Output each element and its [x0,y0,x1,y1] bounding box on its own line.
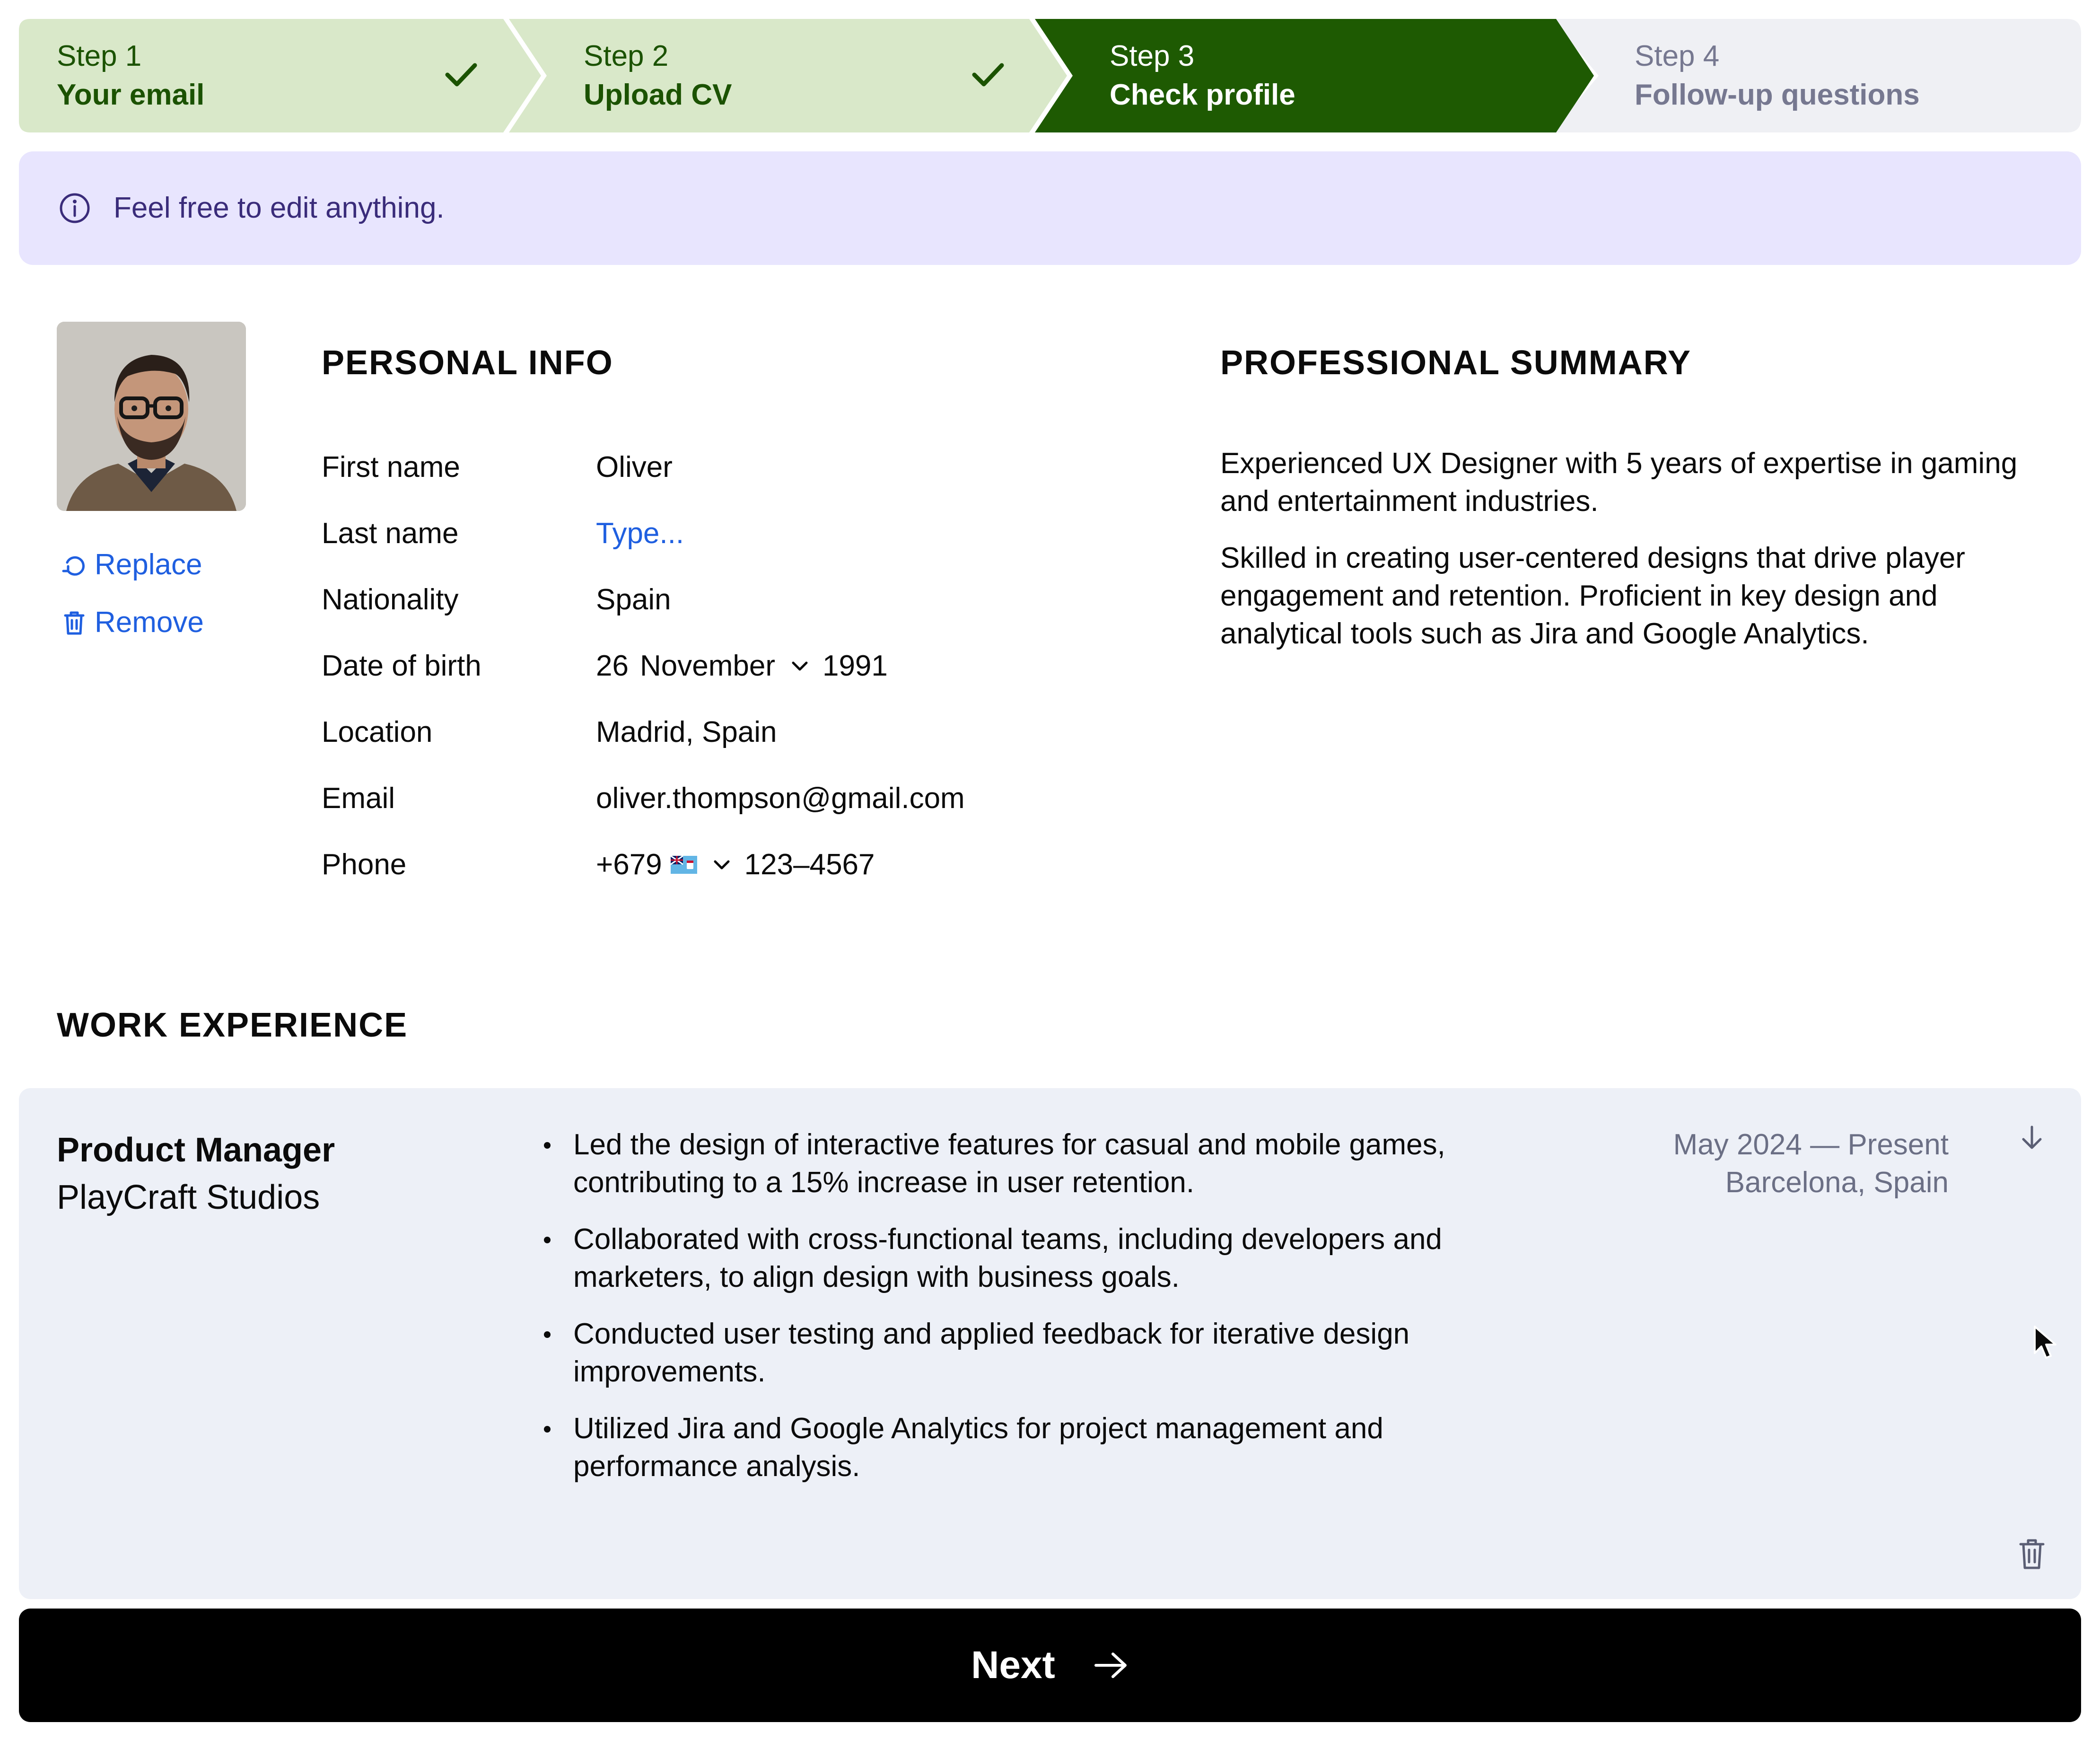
step-2-title: Upload CV [584,79,732,111]
replace-photo-button[interactable] [61,548,202,581]
dob-month-select[interactable] [640,647,775,685]
profile-photo [57,322,246,511]
phone-field [596,846,875,884]
step-1-number: Step 1 [57,40,142,72]
job-location[interactable]: Barcelona, Spain [1725,1166,1949,1199]
info-banner [19,151,2081,265]
check-icon [445,61,478,89]
email-value: oliver.thompson@gmail.com [596,782,965,815]
job-title[interactable]: Product Manager [57,1131,335,1169]
nationality-label: Nationality [322,583,459,616]
last-name-field[interactable] [596,515,684,553]
summary-paragraph[interactable]: Experienced UX Designer with 5 years of expertise in gaming and entertainment industries. [1220,447,2018,518]
location-value: Madrid, Spain [596,716,777,748]
step-3-number: Step 3 [1110,40,1195,72]
job-card [19,1088,2081,1599]
next-label: Next [971,1644,1055,1687]
phone-label: Phone [322,848,407,881]
phone-number[interactable]: 123–4567 [744,848,875,881]
progress-stepper [19,19,2081,132]
check-icon [971,61,1005,89]
trash-icon[interactable] [2018,1538,2046,1571]
next-button[interactable] [19,1609,2081,1722]
dob-year[interactable]: 1991 [822,650,888,682]
step-1-title: Your email [57,79,205,111]
first-name-value: Oliver [596,451,673,484]
job-bullets [573,1126,1472,1504]
nationality-value: Spain [596,583,671,616]
arrow-right-icon [1093,1650,1129,1680]
step-4-title: Follow-up questions [1635,79,1920,111]
work-experience-heading: WORK EXPERIENCE [57,1006,408,1044]
job-bullet[interactable]: Led the design of interactive features for casual and mobile games, contributing to a 15% increase in user retention. [573,1126,1472,1202]
step-3[interactable] [1110,37,1295,114]
personal-info-heading: PERSONAL INFO [322,344,613,382]
mouse-cursor-icon [2032,1325,2060,1363]
trash-icon [61,610,87,635]
dob-label: Date of birth [322,650,481,682]
step-4-number: Step 4 [1635,40,1720,72]
refresh-icon [61,552,87,578]
info-icon [59,192,91,224]
job-bullet[interactable]: Utilized Jira and Google Analytics for project management and performance analysis. [573,1410,1472,1486]
nationality-field[interactable] [596,581,671,619]
avatar[interactable] [57,322,246,511]
job-bullet[interactable]: Conducted user testing and applied feedback for iterative design improvements. [573,1315,1472,1391]
last-name-label: Last name [322,517,459,550]
step-3-title: Check profile [1110,79,1295,111]
chevron-down-icon[interactable] [712,858,731,872]
step-2[interactable] [584,37,732,114]
job-dates[interactable]: May 2024 — Present [1673,1128,1949,1161]
first-name-field[interactable] [596,448,673,486]
chevron-down-icon[interactable] [790,659,809,673]
location-label: Location [322,716,433,748]
fiji-flag-icon[interactable] [671,856,697,874]
banner-text: Feel free to edit anything. [114,192,445,224]
dob-day[interactable]: 26 [596,650,629,682]
replace-label: Replace [95,548,202,581]
job-company[interactable]: PlayCraft Studios [57,1178,320,1216]
phone-country-code[interactable]: +679 [596,848,662,881]
remove-photo-button[interactable] [61,606,204,639]
first-name-label: First name [322,451,460,484]
dob-field [596,647,888,685]
email-label: Email [322,782,395,815]
dob-month: November [639,650,775,682]
step-2-number: Step 2 [584,40,669,72]
job-bullet[interactable]: Collaborated with cross-functional teams, including developers and marketers, to align design with business goals. [573,1221,1472,1296]
summary-heading: PROFESSIONAL SUMMARY [1220,344,1692,382]
arrow-down-icon[interactable] [2018,1124,2046,1152]
email-field[interactable] [596,780,965,818]
last-name-placeholder: Type... [596,517,684,550]
summary-paragraph[interactable]: Skilled in creating user-centered designs that drive player engagement and retention. Proficient in key design and analytical tools such as Jira and Google Analytics. [1220,542,1965,650]
step-4[interactable] [1635,37,1920,114]
location-field[interactable] [596,713,777,751]
step-1[interactable] [57,37,204,114]
remove-label: Remove [95,606,204,639]
